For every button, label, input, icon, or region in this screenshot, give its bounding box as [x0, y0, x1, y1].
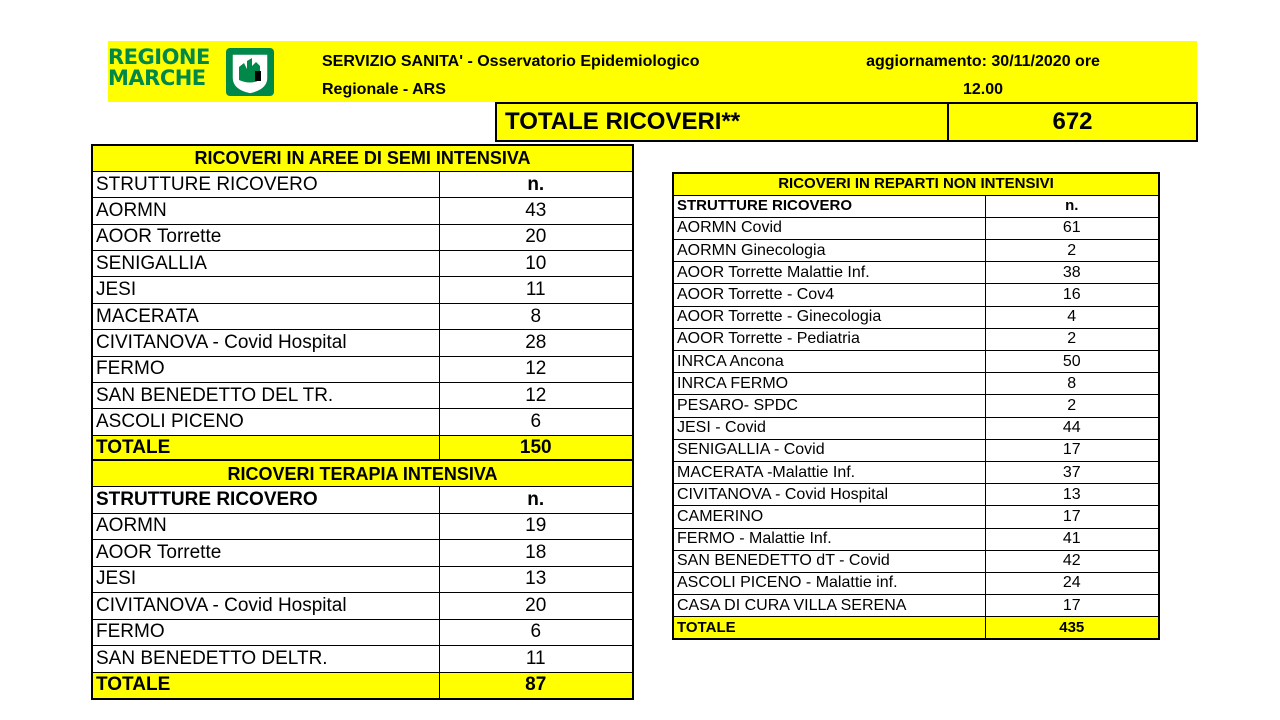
total-label: TOTALE	[92, 672, 439, 699]
table-row	[673, 351, 1159, 373]
struttura-name: ASCOLI PICENO	[92, 409, 439, 435]
logo-text	[108, 47, 210, 89]
ricoveri-count: 28	[439, 330, 633, 356]
update-line1: aggiornamento: 30/11/2020 ore	[866, 53, 1100, 70]
table-row	[673, 528, 1159, 550]
struttura-name: CIVITANOVA - Covid Hospital	[92, 593, 439, 620]
column-header-strutture: STRUTTURE RICOVERO	[92, 487, 439, 514]
total-value: 87	[439, 672, 633, 699]
total-label: TOTALE	[92, 435, 439, 461]
table-row	[673, 240, 1159, 262]
ricoveri-count: 2	[985, 395, 1159, 417]
table-title-row	[92, 145, 633, 171]
struttura-name: CIVITANOVA - Covid Hospital	[92, 330, 439, 356]
table-row	[673, 262, 1159, 284]
struttura-name: SENIGALLIA	[92, 251, 439, 277]
ricoveri-count: 61	[985, 217, 1159, 239]
ricoveri-count: 13	[439, 566, 633, 593]
semi-intensiva-title: RICOVERI IN AREE DI SEMI INTENSIVA	[92, 145, 633, 171]
column-header-n: n.	[439, 171, 633, 197]
struttura-name: SENIGALLIA - Covid	[673, 439, 985, 461]
ricoveri-count: 11	[439, 646, 633, 673]
table-total-row	[673, 617, 1159, 639]
ricoveri-count: 50	[985, 351, 1159, 373]
semi-intensiva-table	[91, 144, 634, 463]
non-intensivi-title: RICOVERI IN REPARTI NON INTENSIVI	[673, 173, 1159, 195]
service-title-line1: SERVIZIO SANITA' - Osservatorio Epidemiologico	[322, 53, 700, 70]
ricoveri-count: 16	[985, 284, 1159, 306]
table-row	[92, 646, 633, 673]
ricoveri-count: 17	[985, 506, 1159, 528]
table-row	[92, 356, 633, 382]
ricoveri-count: 13	[985, 484, 1159, 506]
ricoveri-count: 8	[439, 303, 633, 329]
totale-ricoveri-value: 672	[1052, 108, 1093, 135]
table-title-row	[673, 173, 1159, 195]
column-header-strutture: STRUTTURE RICOVERO	[673, 195, 985, 217]
struttura-name: AORMN	[92, 198, 439, 224]
update-line2: 12.00	[962, 81, 1004, 98]
table-row	[673, 439, 1159, 461]
ricoveri-count: 12	[439, 356, 633, 382]
table-row	[673, 217, 1159, 239]
struttura-name: AOOR Torrette - Ginecologia	[673, 306, 985, 328]
table-row	[92, 198, 633, 224]
logo-text-line1: REGIONE	[108, 45, 210, 69]
update-timestamp	[818, 48, 1148, 104]
table-total-row	[92, 435, 633, 461]
struttura-name: MACERATA	[92, 303, 439, 329]
ricoveri-count: 12	[439, 383, 633, 409]
struttura-name: AOOR Torrette	[92, 540, 439, 567]
struttura-name: MACERATA -Malattie Inf.	[673, 461, 985, 483]
column-header-n: n.	[439, 487, 633, 514]
table-row	[673, 306, 1159, 328]
table-row	[92, 540, 633, 567]
ricoveri-count: 10	[439, 251, 633, 277]
totale-ricoveri-label: TOTALE RICOVERI**	[497, 104, 949, 140]
struttura-name: ASCOLI PICENO - Malattie inf.	[673, 572, 985, 594]
column-header-n: n.	[985, 195, 1159, 217]
ricoveri-count: 24	[985, 572, 1159, 594]
ricoveri-count: 38	[985, 262, 1159, 284]
table-row	[673, 572, 1159, 594]
regione-marche-emblem-icon	[225, 47, 275, 97]
struttura-name: FERMO - Malattie Inf.	[673, 528, 985, 550]
struttura-name: SAN BENEDETTO dT - Covid	[673, 550, 985, 572]
table-row	[92, 330, 633, 356]
ricoveri-count: 2	[985, 328, 1159, 350]
table-header-row	[92, 171, 633, 197]
table-total-row	[92, 672, 633, 699]
table-title-row	[92, 460, 633, 487]
table-row	[673, 284, 1159, 306]
struttura-name: FERMO	[92, 356, 439, 382]
table-row	[92, 593, 633, 620]
table-row	[92, 619, 633, 646]
regione-marche-logo	[108, 45, 283, 103]
ricoveri-count: 8	[985, 373, 1159, 395]
struttura-name: AOOR Torrette - Pediatria	[673, 328, 985, 350]
table-row	[673, 484, 1159, 506]
struttura-name: FERMO	[92, 619, 439, 646]
struttura-name: PESARO- SPDC	[673, 395, 985, 417]
ricoveri-count: 4	[985, 306, 1159, 328]
total-value: 150	[439, 435, 633, 461]
total-label: TOTALE	[673, 617, 985, 639]
struttura-name: CASA DI CURA VILLA SERENA	[673, 595, 985, 617]
ricoveri-count: 42	[985, 550, 1159, 572]
struttura-name: AORMN	[92, 513, 439, 540]
terapia-intensiva-table	[91, 459, 634, 700]
ricoveri-count: 43	[439, 198, 633, 224]
table-row	[673, 595, 1159, 617]
struttura-name: CAMERINO	[673, 506, 985, 528]
service-title-line2: Regionale - ARS	[322, 81, 446, 98]
ricoveri-count: 17	[985, 439, 1159, 461]
table-row	[92, 277, 633, 303]
table-row	[673, 417, 1159, 439]
table-header-row	[92, 487, 633, 514]
non-intensivi-table	[672, 172, 1160, 640]
struttura-name: AORMN Covid	[673, 217, 985, 239]
table-row	[92, 383, 633, 409]
table-row	[92, 566, 633, 593]
struttura-name: CIVITANOVA - Covid Hospital	[673, 484, 985, 506]
table-row	[673, 395, 1159, 417]
table-row	[92, 224, 633, 250]
struttura-name: JESI	[92, 277, 439, 303]
struttura-name: INRCA FERMO	[673, 373, 985, 395]
ricoveri-count: 44	[985, 417, 1159, 439]
service-title	[322, 48, 792, 104]
total-value: 435	[985, 617, 1159, 639]
ricoveri-count: 11	[439, 277, 633, 303]
ricoveri-count: 41	[985, 528, 1159, 550]
table-row	[673, 373, 1159, 395]
ricoveri-count: 17	[985, 595, 1159, 617]
struttura-name: SAN BENEDETTO DEL TR.	[92, 383, 439, 409]
table-row	[673, 550, 1159, 572]
table-row	[673, 461, 1159, 483]
table-row	[92, 409, 633, 435]
ricoveri-count: 6	[439, 409, 633, 435]
ricoveri-count: 6	[439, 619, 633, 646]
terapia-intensiva-title: RICOVERI TERAPIA INTENSIVA	[92, 460, 633, 487]
table-row	[673, 328, 1159, 350]
struttura-name: AOOR Torrette Malattie Inf.	[673, 262, 985, 284]
struttura-name: AOOR Torrette - Cov4	[673, 284, 985, 306]
column-header-strutture: STRUTTURE RICOVERO	[92, 171, 439, 197]
struttura-name: AOOR Torrette	[92, 224, 439, 250]
ricoveri-count: 20	[439, 593, 633, 620]
table-row	[92, 303, 633, 329]
logo-text-line2: MARCHE	[108, 66, 206, 90]
ricoveri-count: 2	[985, 240, 1159, 262]
table-header-row	[673, 195, 1159, 217]
table-row	[92, 251, 633, 277]
ricoveri-count: 37	[985, 461, 1159, 483]
table-row	[92, 513, 633, 540]
ricoveri-count: 19	[439, 513, 633, 540]
struttura-name: INRCA Ancona	[673, 351, 985, 373]
struttura-name: SAN BENEDETTO DELTR.	[92, 646, 439, 673]
struttura-name: AORMN Ginecologia	[673, 240, 985, 262]
struttura-name: JESI	[92, 566, 439, 593]
ricoveri-count: 20	[439, 224, 633, 250]
totale-ricoveri-box	[495, 102, 1198, 142]
ricoveri-count: 18	[439, 540, 633, 567]
table-row	[673, 506, 1159, 528]
struttura-name: JESI - Covid	[673, 417, 985, 439]
